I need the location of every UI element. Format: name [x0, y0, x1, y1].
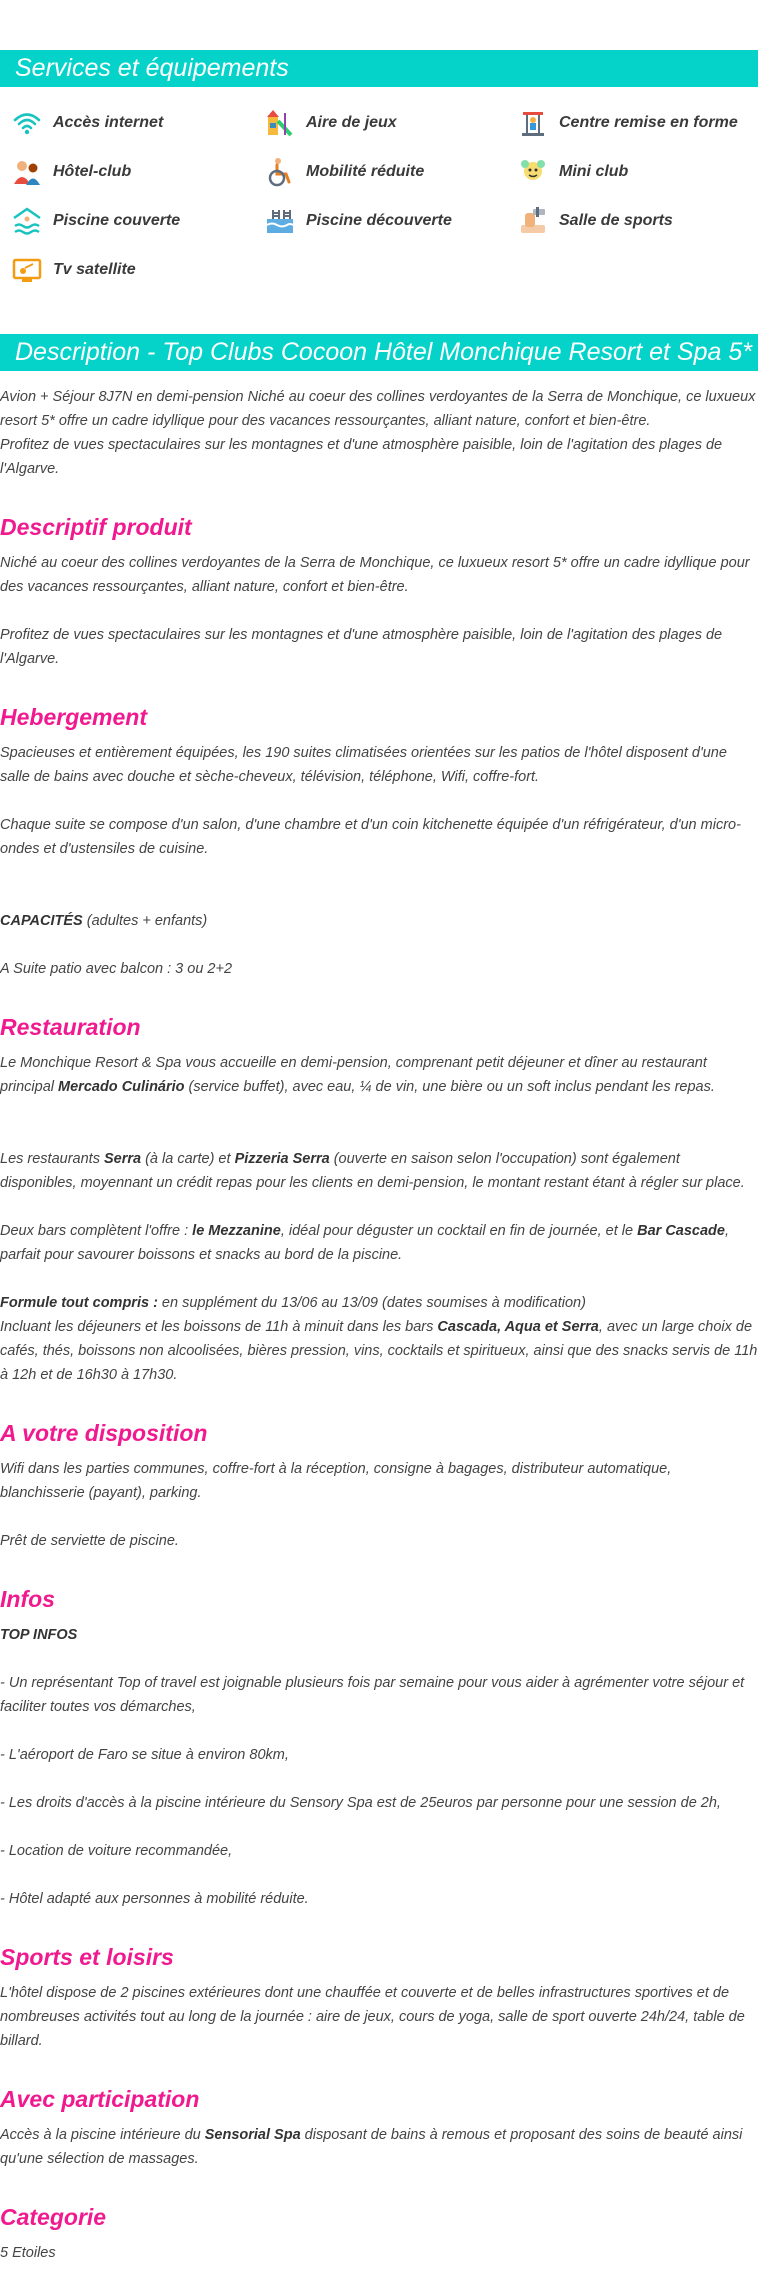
- gym-icon: [516, 204, 550, 238]
- capacites-line: [0, 909, 758, 933]
- service-piscine-couverte[interactable]: Piscine couverte: [10, 203, 263, 239]
- participation-p1: Accès à la piscine intérieure du Sensorial Spa disposant de bains à remous et proposant des soins de beauté ainsi qu'une sélection de massages.: [0, 2127, 743, 2167]
- hebergement-p2: Chaque suite se compose d'un salon, d'une chambre et d'un coin kitchenette équipée d'un réfrigérateur, d'un micro-ondes et d'ustensiles de cuisine.: [0, 817, 741, 857]
- indoor-pool-icon: [10, 204, 44, 238]
- service-tv-satellite[interactable]: Tv satellite: [10, 252, 263, 288]
- restauration-p3: Deux bars complètent l'offre : le Mezzanine, idéal pour déguster un cocktail en fin de journée, et le Bar Cascade, parfait pour savourer boissons et snacks au bord de la piscine.: [0, 1223, 729, 1263]
- info-item: - Hôtel adapté aux personnes à mobilité réduite.: [0, 1891, 309, 1907]
- capacites-label: CAPACITÉS: [0, 913, 83, 929]
- disposition-p1: Wifi dans les parties communes, coffre-fort à la réception, consigne à bagages, distributeur automatique, blanchisserie (payant), parking.: [0, 1461, 672, 1501]
- tv-icon: [10, 253, 44, 287]
- description-intro-1: Avion + Séjour 8J7N en demi-pension Niché au coeur des collines verdoyantes de la Serra de Monchique, ce luxueux resort 5* offre un cadre idyllique pour des vacances ressourçantes, alliant nature, confort et bien-être.: [0, 389, 756, 429]
- descriptif-p1: Niché au coeur des collines verdoyantes de la Serra de Monchique, ce luxueux resort 5* offre un cadre idyllique pour des vacances ressourçantes, alliant nature, confort et bien-être.: [0, 555, 750, 595]
- disposition-p2: Prêt de serviette de piscine.: [0, 1533, 179, 1549]
- outdoor-pool-icon: [263, 204, 297, 238]
- description-intro-2: Profitez de vues spectaculaires sur les montagnes et d'une atmosphère paisible, loin de l'agitation des plages de l'Algarve.: [0, 437, 723, 477]
- service-mini-club[interactable]: Mini club: [516, 154, 758, 190]
- services-grid: [0, 87, 758, 288]
- infos-heading: Infos: [0, 1586, 55, 1612]
- service-mobilite-reduite[interactable]: Mobilité réduite: [263, 154, 516, 190]
- service-aire-de-jeux[interactable]: Aire de jeux: [263, 105, 516, 141]
- description-content: [0, 371, 758, 2275]
- disposition-heading: A votre disposition: [0, 1420, 208, 1446]
- service-salle-de-sports[interactable]: Salle de sports: [516, 203, 758, 239]
- categorie-value: 5 Etoiles: [0, 2245, 56, 2261]
- info-item: - Un représentant Top of travel est joignable plusieurs fois par semaine pour vous aider à agrémenter votre séjour et faciliter toutes vos démarches,: [0, 1675, 745, 1715]
- restauration-p4: Formule tout compris : en supplément du 13/06 au 13/09 (dates soumises à modification): [0, 1295, 586, 1311]
- hebergement-heading: Hebergement: [0, 704, 147, 730]
- descriptif-heading: Descriptif produit: [0, 514, 192, 540]
- service-piscine-decouverte[interactable]: Piscine découverte: [263, 203, 516, 239]
- wifi-icon: [10, 106, 44, 140]
- info-item: - L'aéroport de Faro se situe à environ 80km,: [0, 1747, 289, 1763]
- descriptif-p2: Profitez de vues spectaculaires sur les montagnes et d'une atmosphère paisible, loin de l'agitation des plages de l'Algarve.: [0, 627, 723, 667]
- capacites-value: A Suite patio avec balcon : 3 ou 2+2: [0, 961, 233, 977]
- categorie-heading: Categorie: [0, 2204, 107, 2230]
- restauration-p2: Les restaurants Serra (à la carte) et Pizzeria Serra (ouverte en saison selon l'occupation) sont également disponibles, moyennant un crédit repas pour les clients en demi-pension, le montant restant étant à régler sur place.: [0, 1151, 745, 1191]
- mini-club-icon: [516, 155, 550, 189]
- restauration-p5: Incluant les déjeuners et les boissons de 11h à minuit dans les bars Cascada, Aqua et Serra, avec un large choix de cafés, thés, boissons non alcoolisées, bières pression, vins, cocktails et spiritueux, ainsi que des snacks servis de 11h à 12h et de 16h30 à 17h30.: [0, 1319, 758, 1383]
- info-item: - Location de voiture recommandée,: [0, 1843, 233, 1859]
- restauration-heading: Restauration: [0, 1014, 141, 1040]
- info-item: - Les droits d'accès à la piscine intérieure du Sensory Spa est de 25euros par personne pour une session de 2h,: [0, 1795, 721, 1811]
- services-header: Services et équipements: [0, 50, 758, 87]
- hotel-club-icon: [10, 155, 44, 189]
- service-hotel-club[interactable]: Hôtel-club: [10, 154, 263, 190]
- participation-heading: Avec participation: [0, 2086, 200, 2112]
- wheelchair-icon: [263, 155, 297, 189]
- top-infos-label: TOP INFOS: [0, 1627, 78, 1643]
- service-internet[interactable]: Accès internet: [10, 105, 263, 141]
- fitness-icon: [516, 106, 550, 140]
- hebergement-p1: Spacieuses et entièrement équipées, les 190 suites climatisées orientées sur les patios de l'hôtel disposent d'une salle de bains avec douche et sèche-cheveux, télévision, téléphone, Wifi, coffre-fort.: [0, 745, 727, 785]
- playground-icon: [263, 106, 297, 140]
- description-header: Description - Top Clubs Cocoon Hôtel Monchique Resort et Spa 5*: [0, 334, 758, 371]
- capacites-note: (adultes + enfants): [82, 913, 208, 929]
- service-remise-en-forme[interactable]: Centre remise en forme: [516, 105, 758, 141]
- sports-heading: Sports et loisirs: [0, 1944, 174, 1970]
- sports-p1: L'hôtel dispose de 2 piscines extérieures dont une chauffée et couverte et de belles infrastructures sportives et de nombreuses activités tout au long de la journée : aire de jeux, cours de yoga, salle de sport ouverte 24h/24, table de billard.: [0, 1985, 745, 2049]
- restauration-p1: Le Monchique Resort & Spa vous accueille en demi-pension, comprenant petit déjeuner et dîner au restaurant principal Mercado Culinário (service buffet), avec eau, ¼ de vin, une bière ou un soft inclus pendant les repas.: [0, 1055, 715, 1095]
